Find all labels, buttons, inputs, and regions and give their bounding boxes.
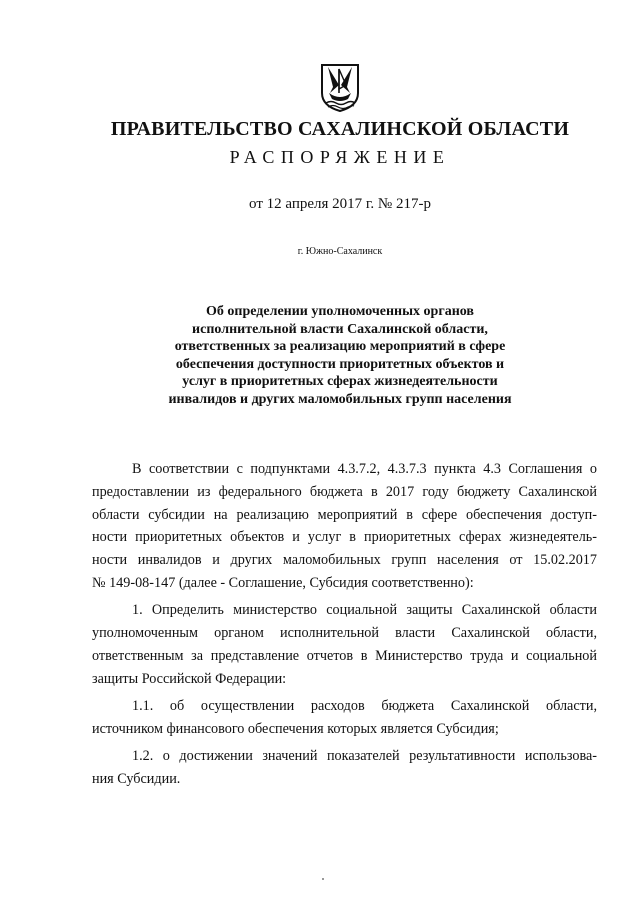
- body-line: 1.2. о достижении значений показателей результативности использова-: [132, 748, 597, 765]
- coat-of-arms-icon: [319, 63, 361, 113]
- body-line: 1. Определить министерство социальной защиты Сахалинской области: [132, 602, 597, 619]
- subject-line: услуг в приоритетных сферах жизнедеятельности: [182, 374, 498, 389]
- subject-line: Об определении уполномоченных органов: [206, 304, 474, 319]
- body-line: ния Субсидии.: [92, 770, 181, 787]
- body-line: ности инвалидов и других маломобильных групп населения от 15.02.2017: [92, 552, 597, 569]
- paragraph-item-1-1: [92, 695, 597, 741]
- subject-line: инвалидов и других маломобильных групп населения: [168, 391, 512, 407]
- government-title: ПРАВИТЕЛЬСТВО САХАЛИНСКОЙ ОБЛАСТИ: [110, 118, 570, 140]
- paragraph-item-1: [92, 599, 597, 690]
- body-line: источником финансового обеспечения которых является Субсидия;: [92, 720, 499, 737]
- body-line: 1.1. об осуществлении расходов бюджета Сахалинской области,: [132, 697, 597, 714]
- subject-line: обеспечения доступности приоритетных объектов и: [175, 356, 505, 372]
- document-city: г. Южно-Сахалинск: [297, 246, 383, 257]
- body-line: защиты Российской Федерации:: [92, 670, 287, 687]
- body-line: уполномоченным органом исполнительной власти Сахалинской области,: [92, 625, 597, 642]
- page-mark: [322, 878, 324, 880]
- body-line: области субсидии на реализацию мероприятий в сфере обеспечения доступ-: [92, 506, 597, 523]
- body-line: ответственным за представление отчетов в Министерство труда и социальной: [92, 647, 597, 664]
- subject-line: исполнительной власти Сахалинской области,: [192, 321, 488, 337]
- document-date: от 12 апреля 2017 г. № 217-р: [249, 196, 431, 212]
- body-line: В соответствии с подпунктами 4.3.7.2, 4.3.7.3 пункта 4.3 Соглашения о: [132, 461, 597, 477]
- subject-line: ответственных за реализацию мероприятий в сфере: [174, 339, 506, 354]
- paragraph-item-1-2: [92, 745, 597, 791]
- document-subject: [150, 303, 530, 408]
- body-line: № 149-08-147 (далее - Соглашение, Субсидия соответственно):: [92, 574, 474, 591]
- paragraph-preamble: [92, 458, 597, 595]
- body-line: ности приоритетных объектов и услуг в приоритетных сферах жизнедеятель-: [92, 529, 597, 546]
- body-line: предоставлении из федерального бюджета в 2017 году бюджету Сахалинской: [92, 483, 597, 500]
- document-type: РАСПОРЯЖЕНИЕ: [229, 147, 451, 167]
- document-body: [92, 458, 597, 795]
